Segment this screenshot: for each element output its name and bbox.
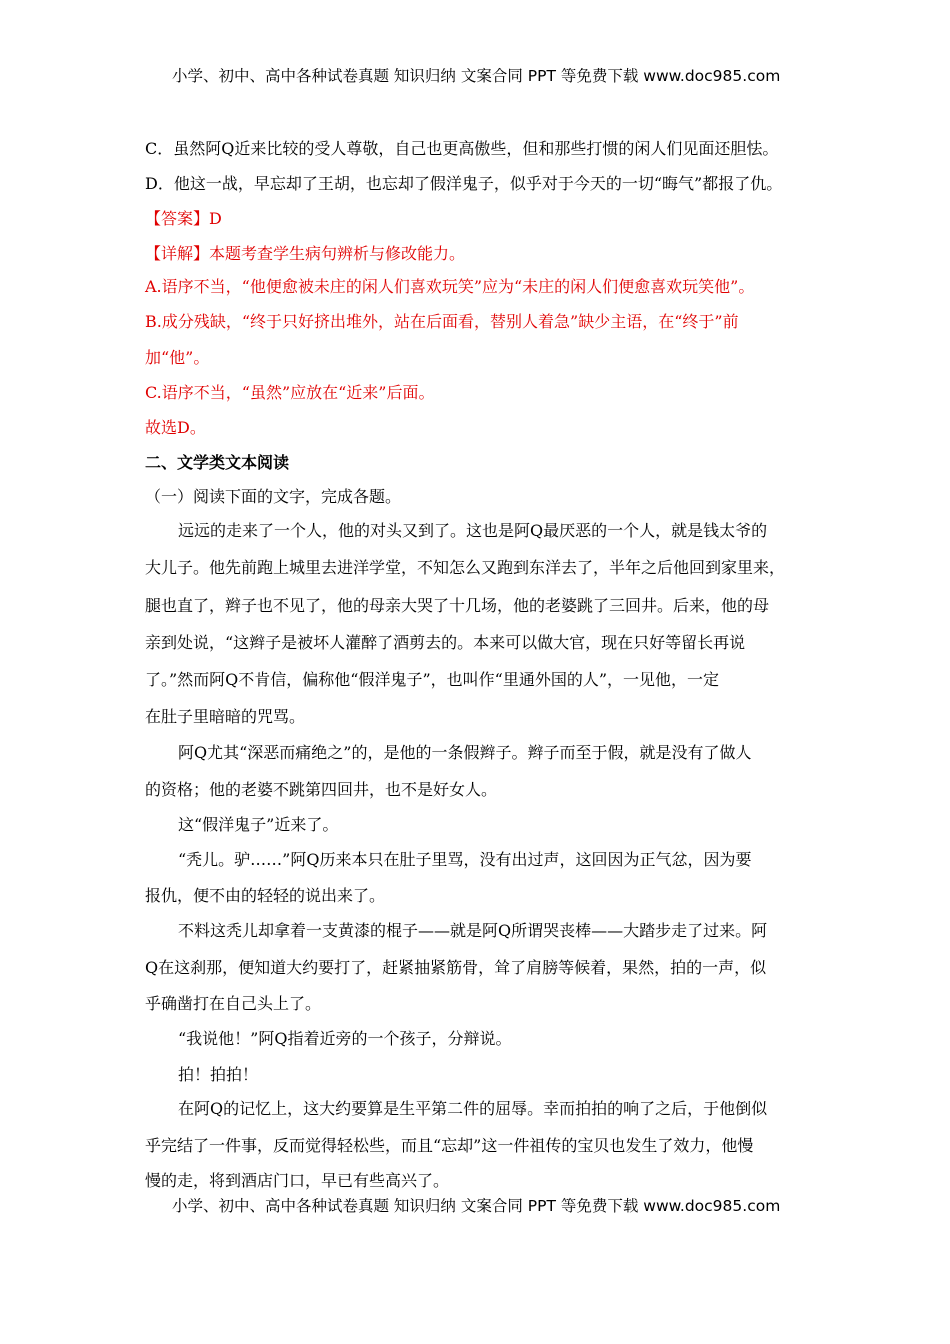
passage-line: 了。”然而阿Q不肯信，偏称他“假洋鬼子”，也叫作“里通外国的人”，一见他，一定 — [145, 670, 720, 689]
answer-line — [145, 209, 222, 229]
passage-line: 拍！拍拍！ — [178, 1065, 259, 1084]
passage-line: “秃儿。驴……”阿Q历来本只在肚子里骂，没有出过声，这回因为正气忿，因为要 — [178, 850, 752, 869]
passage-line: 报仇，便不由的轻轻的说出来了。 — [145, 886, 386, 905]
explanation-b-line1: B.成分残缺，“终于只好挤出堆外，站在后面看，替别人着急”缺少主语，在“终于”前 — [145, 312, 739, 331]
explanation-b-line2: 加“他”。 — [145, 348, 210, 367]
passage-line: 乎确凿打在自己头上了。 — [145, 994, 322, 1013]
page-header: 小学、初中、高中各种试卷真题 知识归纳 文案合同 PPT 等免费下载 www.doc985.com — [172, 67, 781, 85]
explanation-c: C.语序不当，“虽然”应放在“近来”后面。 — [145, 383, 435, 402]
passage-line: 慢的走，将到酒店门口，早已有些高兴了。 — [145, 1171, 450, 1190]
passage-line: Q在这刹那，便知道大约要打了，赶紧抽紧筋骨，耸了肩膀等候着，果然，拍的一声，似 — [145, 958, 767, 977]
section-subtitle: （一）阅读下面的文字，完成各题。 — [145, 487, 402, 506]
answer-value: D — [209, 209, 222, 228]
passage-line: 这“假洋鬼子”近来了。 — [178, 815, 339, 834]
option-c: C．虽然阿Q近来比较的受人尊敬，自己也更高傲些，但和那些打惯的闲人们见面还胆怯。 — [145, 139, 779, 158]
passage-line: 腿也直了，辫子也不见了，他的母亲大哭了十几场，他的老婆跳了三回井。后来，他的母 — [145, 596, 770, 615]
passage-line: 阿Q尤其“深恶而痛绝之”的，是他的一条假辫子。辫子而至于假，就是没有了做人 — [178, 743, 752, 762]
passage-line: 不料这秃儿却拿着一支黄漆的棍子——就是阿Q所谓哭丧棒——大踏步走了过来。阿 — [178, 921, 768, 940]
passage-line: 的资格；他的老婆不跳第四回井，也不是好女人。 — [145, 780, 498, 799]
answer-label: 【答案】 — [145, 209, 210, 228]
passage-line: 在肚子里暗暗的咒骂。 — [145, 707, 306, 726]
explanation-intro-line — [145, 244, 465, 264]
explanation-label: 【详解】 — [145, 244, 210, 263]
passage-line: “我说他！”阿Q指着近旁的一个孩子，分辩说。 — [178, 1029, 512, 1048]
explanation-intro: 本题考查学生病句辨析与修改能力。 — [209, 244, 466, 263]
passage-line: 大儿子。他先前跑上城里去进洋学堂，不知怎么又跑到东洋去了，半年之后他回到家里来， — [145, 558, 786, 577]
explanation-conclusion: 故选D。 — [145, 418, 206, 437]
passage-line: 远远的走来了一个人，他的对头又到了。这也是阿Q最厌恶的一个人，就是钱太爷的 — [178, 521, 768, 540]
option-d: D．他这一战，早忘却了王胡，也忘却了假洋鬼子，似乎对于今天的一切“晦气”都报了仇。 — [145, 174, 783, 193]
page-footer: 小学、初中、高中各种试卷真题 知识归纳 文案合同 PPT 等免费下载 www.doc985.com — [172, 1197, 781, 1215]
passage-line: 乎完结了一件事，反而觉得轻松些，而且“忘却”这一件祖传的宝贝也发生了效力，他慢 — [145, 1136, 754, 1155]
passage-line: 在阿Q的记忆上，这大约要算是生平第二件的屈辱。幸而拍拍的响了之后，于他倒似 — [178, 1099, 768, 1118]
passage-line: 亲到处说，“这辫子是被坏人灌醉了酒剪去的。本来可以做大官，现在只好等留长再说 — [145, 633, 746, 652]
explanation-a: A.语序不当，“他便愈被未庄的闲人们喜欢玩笑”应为“未庄的闲人们便愈喜欢玩笑他”。 — [145, 277, 755, 296]
section-title: 二、文学类文本阅读 — [145, 453, 290, 472]
